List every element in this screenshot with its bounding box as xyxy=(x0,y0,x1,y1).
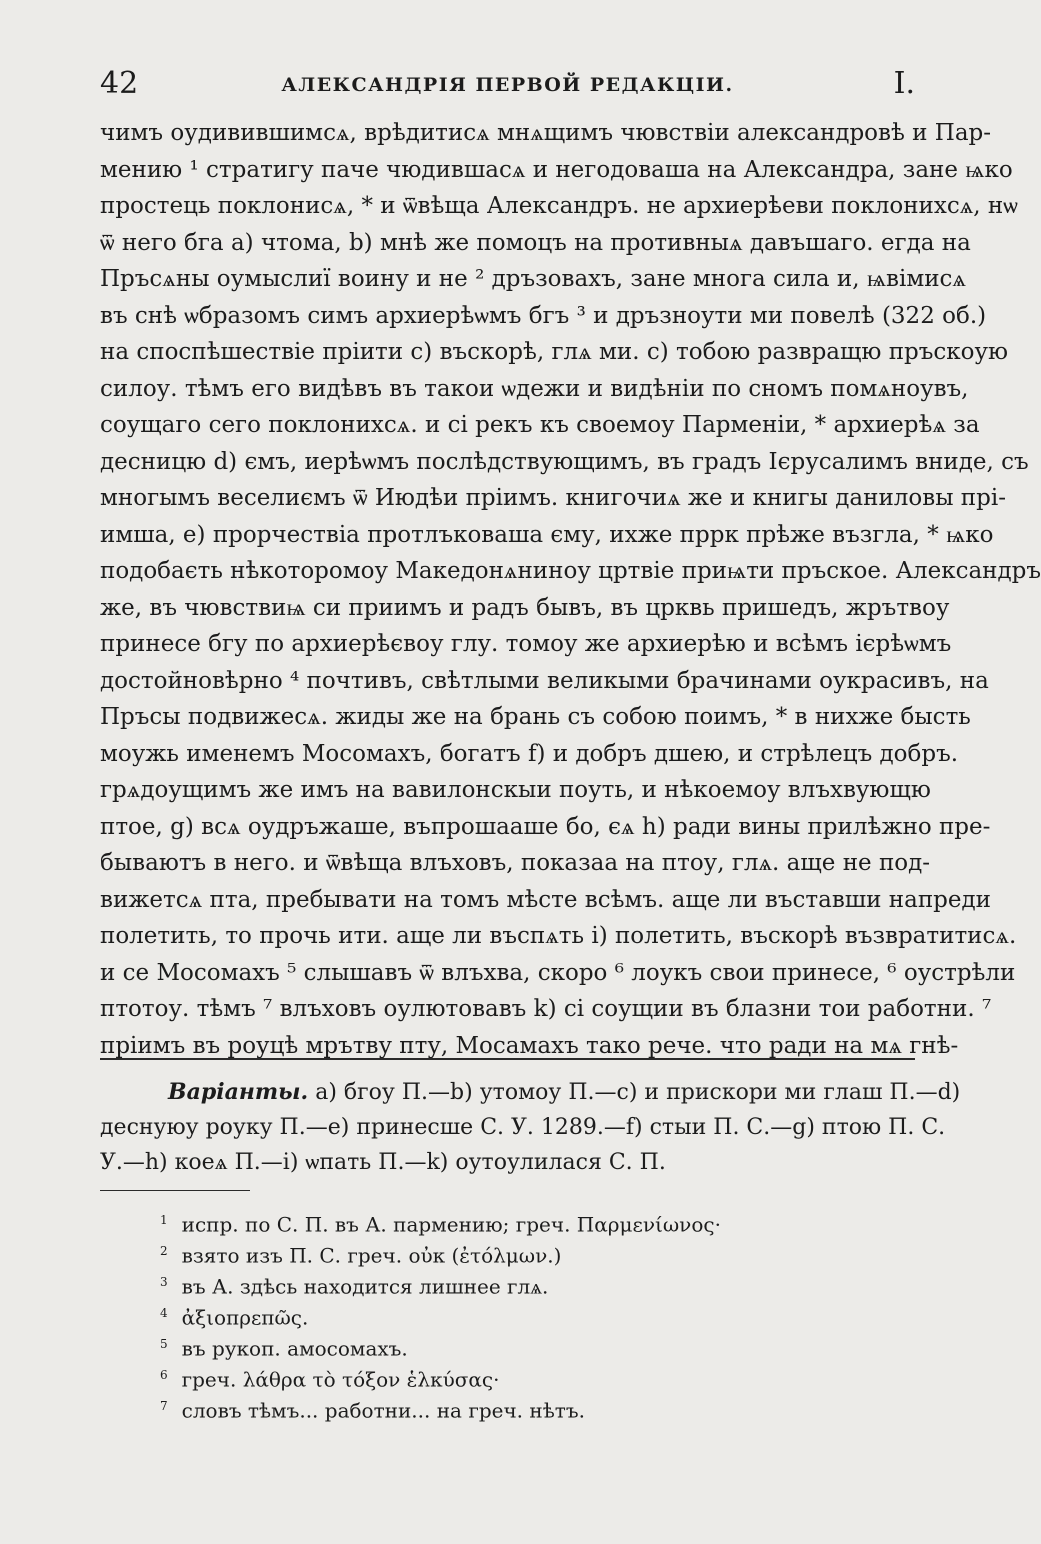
variant-text: У.—h) коеѧ П.—i) ѡпать П.—k) оутоулилася С. П. xyxy=(100,1150,666,1175)
footnote-text: взято изъ П. С. греч. οὐκ (ἐτόλμων.) xyxy=(181,1243,562,1268)
text-line: грѧдоущимъ же имъ на вавилонскыи поуть, и нѣкоемоу влъхвующю xyxy=(100,777,931,803)
footnote xyxy=(160,1329,860,1360)
text-line: подобаєть нѣкоторомоу Македонѧниноу цртвіе приѩти пръское. Александръ xyxy=(100,558,1041,584)
main-text xyxy=(100,115,1041,1064)
text-line: Пръсѧны оумыслиї воину и не ² дръзовахъ, зане многа сила и, ѩвімисѧ xyxy=(100,266,966,292)
text-line: чимъ оудивившимсѧ, врѣдитисѧ мнѧщимъ чювствіи александровѣ и Пар- xyxy=(100,120,992,146)
footnote-mark: 3 xyxy=(160,1275,168,1289)
footnotes xyxy=(160,1205,860,1422)
footnote-text: ἀξιοπρεπῶς. xyxy=(181,1305,309,1330)
text-line: многымъ веселиємъ ѿ Июдѣи пріимъ. книгочиѧ же и книгы даниловы прі- xyxy=(100,485,1006,511)
footnote-short-rule xyxy=(100,1190,250,1191)
footnote-mark: 4 xyxy=(160,1306,168,1320)
text-line: имша, е) прорчествіа протлъковаша єму, ихже пррк прѣже възгла, * ѩко xyxy=(100,521,994,548)
variant-text: а) бгоу П.—b) утомоу П.—с) и прискори ми глаш П.—d) xyxy=(315,1080,961,1105)
text-line: въ снѣ ѡбразомъ симъ архиерѣѡмъ бгъ ³ и дръзноути ми повелѣ (322 об.) xyxy=(100,302,987,329)
text-line: мению ¹ стратигу паче чюдившасѧ и негодоваша на Александра, зане ѩко xyxy=(100,156,1013,183)
footnote-divider xyxy=(100,1058,915,1060)
footnote-text: греч. λάθρα τὸ τόξον ἑλκύσας· xyxy=(181,1367,500,1392)
footnote xyxy=(160,1236,860,1267)
variant-line xyxy=(100,1110,946,1145)
footnote-mark: 5 xyxy=(160,1337,168,1351)
variant-line xyxy=(100,1145,915,1180)
footnote xyxy=(160,1360,860,1391)
variant-text: деснуюу роуку П.—е) принесше С. У. 1289.—f) стыи П. С.—g) птою П. С. xyxy=(100,1115,946,1140)
chapter-mark: I. xyxy=(893,66,915,101)
variants-label: Варіанты. xyxy=(168,1079,309,1105)
text-line: полетить, то прочь ити. аще ли въспѧть i) полетить, въскорѣ възвратитисѧ. xyxy=(100,923,1017,949)
text-line: моужь именемъ Мосомахъ, богатъ f) и добръ дшею, и стрѣлецъ добръ. xyxy=(100,740,959,767)
text-line: ѿ него бга а) чтома, b) мнѣ же помоцъ на противныѧ давъшаго. егда на xyxy=(100,229,971,256)
running-title: АЛЕКСАНДРІЯ ПЕРВОЙ РЕДАКЦІИ. xyxy=(281,74,734,96)
text-line: Пръсы подвижесѧ. жиды же на брань съ собою поимъ, * в нихже бысть xyxy=(100,704,971,730)
text-line: на споспѣшествіе пріити с) въскорѣ, глѧ ми. с) тобою развращю пръскоую xyxy=(100,339,1009,365)
footnote xyxy=(160,1298,860,1329)
footnote xyxy=(160,1391,860,1422)
footnote-text: въ рукоп. амосомахъ. xyxy=(181,1336,408,1361)
footnote-mark: 2 xyxy=(160,1244,168,1258)
text-line: же, въ чювствиѩ си приимъ и радъ бывъ, въ црквь пришедъ, жрътвоу xyxy=(100,594,950,621)
text-line: достойновѣрно ⁴ почтивъ, свѣтлыми великыми брачинами оукрасивъ, на xyxy=(100,667,989,694)
footnote-mark: 1 xyxy=(160,1213,168,1227)
text-line: десницю d) ємъ, иерѣѡмъ послѣдствующимъ, въ градъ Ієрусалимъ вниде, съ xyxy=(100,448,1029,475)
text-line: простець поклонисѧ, * и ѿвѣща Александръ. не архиерѣеви поклонихсѧ, нѡ xyxy=(100,193,1018,219)
variants-block xyxy=(100,1075,961,1180)
text-line: птотоу. тѣмъ ⁷ влъховъ оулютовавъ k) сі соущии въ блазни тои работни. ⁷ xyxy=(100,996,992,1022)
footnote-text: въ А. здѣсь находится лишнее глѧ. xyxy=(181,1274,549,1299)
text-line: бываютъ в него. и ѿвѣща влъховъ, показаа на птоу, глѧ. аще не под- xyxy=(100,850,931,876)
page-number: 42 xyxy=(100,66,139,101)
footnote-text: словъ тѣмъ... работни... на греч. нѣтъ. xyxy=(181,1398,585,1423)
text-line: силоу. тѣмъ его видѣвъ въ такои ѡдежи и видѣніи по сномъ помѧноувъ, xyxy=(100,375,969,402)
variant-line xyxy=(100,1075,961,1110)
text-line: принесе бгу по архиерѣєвоу глу. томоу же архиерѣю и всѣмъ ієрѣѡмъ xyxy=(100,631,952,657)
footnote xyxy=(160,1267,860,1298)
footnote-mark: 7 xyxy=(160,1399,168,1413)
footnote xyxy=(160,1205,860,1236)
text-line: пріимъ въ роуцѣ мрътву пту, Мосамахъ тако рече. что ради на мѧ гнѣ- xyxy=(100,1032,959,1059)
footnote-mark: 6 xyxy=(160,1368,168,1382)
running-head xyxy=(100,66,915,106)
text-line: и се Мосомахъ ⁵ слышавъ ѿ влъхва, скоро ⁶ лоукъ свои принесе, ⁶ оустрѣли xyxy=(100,959,1016,986)
text-line: вижетсѧ пта, пребывати на томъ мѣсте всѣмъ. аще ли въставши напреди xyxy=(100,886,991,913)
text-line: соущаго сего поклонихсѧ. и сі рекъ къ своемоу Парменіи, * архиерѣѧ за xyxy=(100,412,980,438)
footnote-text: испр. по С. П. въ А. пармению; греч. Παρμενίωνος· xyxy=(181,1212,721,1237)
text-line: птое, g) всѧ оудръжаше, въпрошааше бо, єѧ h) ради вины прилѣжно пре- xyxy=(100,813,991,840)
